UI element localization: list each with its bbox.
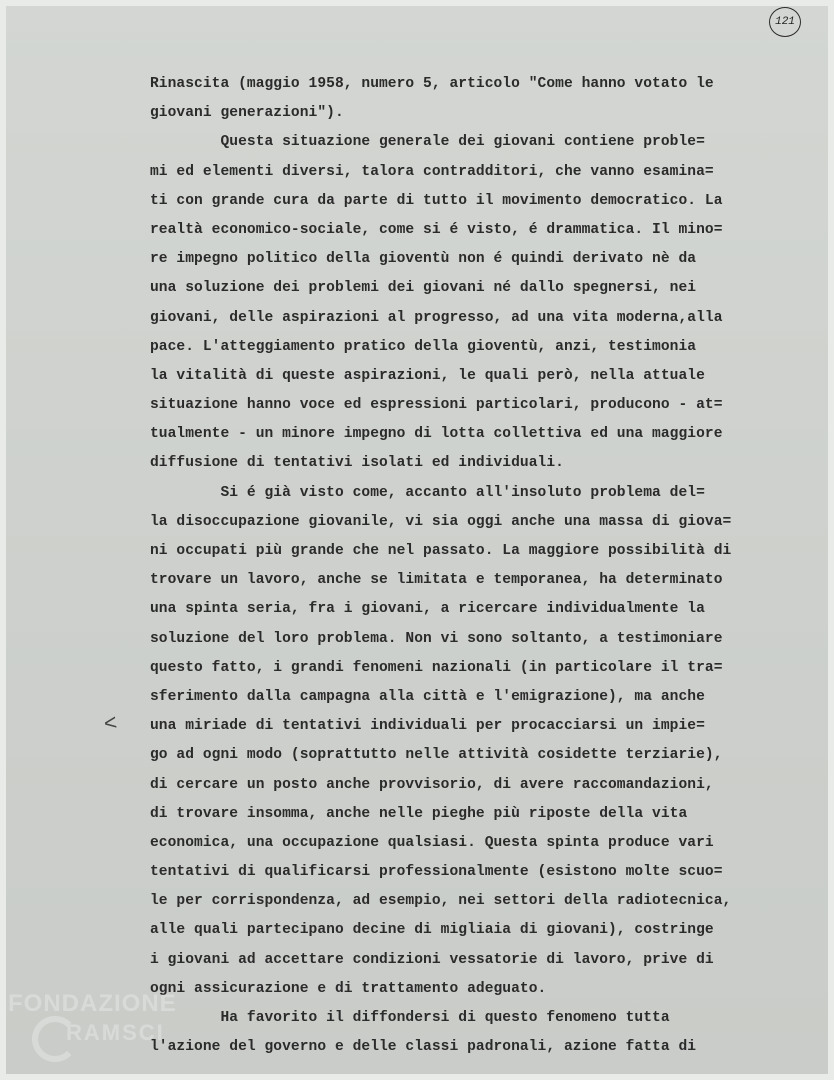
text-line: di cercare un posto anche provvisorio, di avere raccomandazioni, <box>150 776 714 793</box>
text-line: di trovare insomma, anche nelle pieghe più riposte della vita <box>150 805 688 822</box>
text-line: situazione hanno voce ed espressioni particolari, producono - at= <box>150 397 723 414</box>
text-line: giovani generazioni"). <box>150 105 344 122</box>
text-line: soluzione del loro problema. Non vi sono soltanto, a testimoniare <box>150 630 723 647</box>
text-line: mi ed elementi diversi, talora contradditori, che vanno esamina= <box>150 163 714 180</box>
typed-text-body <box>150 70 810 1062</box>
text-line: l'azione del governo e delle classi padronali, azione fatta di <box>150 1039 697 1056</box>
text-line: sferimento dalla campagna alla città e l'emigrazione), ma anche <box>150 688 705 705</box>
watermark-line-2: RAMSCI <box>66 1020 165 1045</box>
text-line: diffusione di tentativi isolati ed individuali. <box>150 455 564 472</box>
text-line: questo fatto, i grandi fenomeni nazionali (in particolare il tra= <box>150 659 723 676</box>
text-line: la vitalità di queste aspirazioni, le quali però, nella attuale <box>150 367 705 384</box>
text-line: una spinta seria, fra i giovani, a ricercare individualmente la <box>150 601 705 618</box>
text-line: alle quali partecipano decine di migliaia di giovani), costringe <box>150 922 714 939</box>
text-line: pace. L'atteggiamento pratico della gioventù, anzi, testimonia <box>150 338 697 355</box>
text-line: le per corrispondenza, ad esempio, nei settori della radiotecnica, <box>150 893 732 910</box>
text-line: re impegno politico della gioventù non é quindi derivato nè da <box>150 251 697 268</box>
text-line: economica, una occupazione qualsiasi. Questa spinta produce vari <box>150 834 714 851</box>
text-line: ni occupati più grande che nel passato. La maggiore possibilità di <box>150 543 732 559</box>
text-line: tentativi di qualificarsi professionalmente (esistono molte scuo= <box>150 864 723 881</box>
text-line: Si é già visto come, accanto all'insoluto problema del= <box>150 484 705 501</box>
text-line: la disoccupazione giovanile, vi sia oggi anche una massa di giova= <box>150 513 732 530</box>
text-line: i giovani ad accettare condizioni vessatorie di lavoro, prive di <box>150 951 714 968</box>
text-line: giovani, delle aspirazioni al progresso, ad una vita moderna,alla <box>150 309 723 326</box>
text-line: ti con grande cura da parte di tutto il movimento democratico. La <box>150 192 723 209</box>
text-line: Ha favorito il diffondersi di questo fenomeno tutta <box>150 1010 670 1026</box>
text-line: go ad ogni modo (soprattutto nelle attività cosidette terziarie), <box>150 747 723 764</box>
fondazione-gramsci-watermark <box>8 990 228 1070</box>
text-line: realtà economico-sociale, come si é visto, é drammatica. Il mino= <box>150 221 723 238</box>
margin-annotation: < <box>102 711 119 738</box>
text-line: Questa situazione generale dei giovani contiene proble= <box>150 134 705 151</box>
folio-number: 121 <box>769 7 801 37</box>
text-line: Rinascita (maggio 1958, numero 5, articolo "Come hanno votato le <box>150 76 714 92</box>
text-line: tualmente - un minore impegno di lotta collettiva ed una maggiore <box>150 426 723 443</box>
text-line: ogni assicurazione e di trattamento adeguato. <box>150 980 547 997</box>
text-line: una miriade di tentativi individuali per procacciarsi un impie= <box>150 718 705 735</box>
watermark-line-1: FONDAZIONE <box>8 990 177 1017</box>
text-line: trovare un lavoro, anche se limitata e temporanea, ha determinato <box>150 572 723 589</box>
text-line: una soluzione dei problemi dei giovani né dallo spegnersi, nei <box>150 280 697 297</box>
